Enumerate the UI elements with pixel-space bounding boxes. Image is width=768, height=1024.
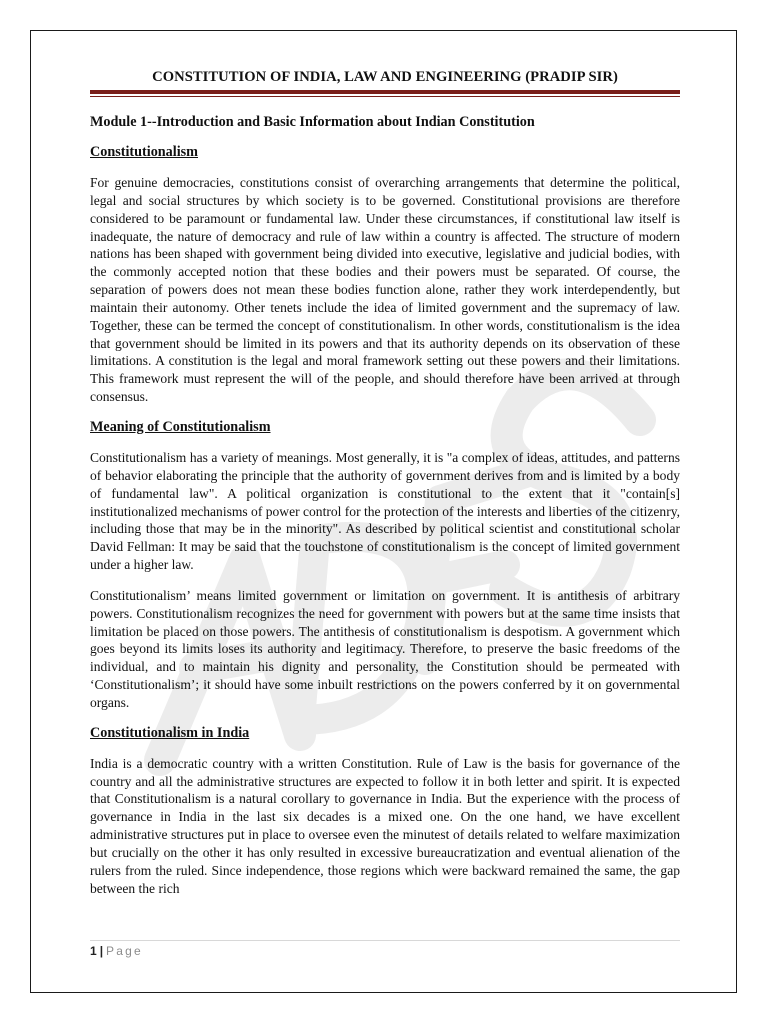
page-footer [90,943,143,959]
section-heading-india: Constitutionalism in India [90,724,250,741]
header-rule [90,90,680,94]
section-heading-meaning: Meaning of Constitutionalism [90,418,271,435]
paragraph-constitutionalism: For genuine democracies, constitutions consist of overarching arrangements that determine the political, legal and social structures by which society is to be governed. Constitutional provisions are therefore considered to be paramount or fundamental law. Under these circumstances, if constitutional law itself is inadequate, the nature of democracy and rule of law within a country is affected. The structure of modern nations has been shaped with government being divided into executive, legislative and judicial bodies, with the commonly accepted notion that these bodies and their powers must be separated. Of course, the separation of powers does not mean these bodies function alone, rather they work interdependently, but maintain their autonomy. Other tenets include the idea of limited government and the supremacy of law. Together, these can be termed the concept of constitutionalism. In other words, constitutionalism is the idea that government should be limited in its powers and that its authority depends on its observation of these limitations. A constitution is the legal and moral framework setting out these powers and their limitations. This framework must represent the will of the people, and should therefore have been arrived at through consensus. [90,175,680,405]
paragraph-meaning-2: Constitutionalism’ means limited government or limitation on government. It is antithesis of arbitrary powers. Constitutionalism recognizes the need for government with powers but at the same time insists that limitation be placed on those powers. The antithesis of constitutionalism is despotism. A government which goes beyond its limits loses its authority and legitimacy. Therefore, to preserve the basic freedoms of the individual, and to maintain his dignity and personality, the Constitution should be permeated with ‘Constitutionalism’; it should have some inbuilt restrictions on the powers conferred by it on governmental organs. [90,587,680,710]
module-title: Module 1--Introduction and Basic Information about Indian Constitution [90,114,535,130]
paragraph-meaning-1: Constitutionalism has a variety of meanings. Most generally, it is "a complex of ideas, attitudes, and patterns of behavior elaborating the principle that the authority of government derives from and is limited by a body of fundamental law". A political organization is constitutional to the extent that it "contain[s] institutionalized mechanisms of power control for the protection of the interests and liberties of the citizenry, including those that may be in the minority". As described by political scientist and constitutional scholar David Fellman: It may be said that the touchstone of constitutionalism is the concept of limited government under a higher law. [90,449,680,573]
footer-rule [90,940,680,941]
footer-separator: | [99,944,104,958]
header-title: CONSTITUTION OF INDIA, LAW AND ENGINEERING (PRADIP SIR) [152,69,618,85]
document-body [90,67,680,898]
paragraph-india: India is a democratic country with a written Constitution. Rule of Law is the basis for governance of the country and all the administrative structures are expected to follow it in both letter and spirit. It is expected that Constitutionalism is a natural corollary to governance in India. But the experience with the process of governance in India in the last six decades is a mixed one. On the one hand, we have excellent administrative structures put in place to oversee even the minutest of details related to welfare maximization but crucially on the other it has only resulted in excessive bureaucratization and eventual alienation of the rulers from the ruled. Since independence, those regions which were backward remained the same, the gap between the rich [90,755,680,896]
page-label: Page [106,944,143,958]
section-heading-constitutionalism: Constitutionalism [90,144,198,160]
page-number: 1 [90,944,97,958]
